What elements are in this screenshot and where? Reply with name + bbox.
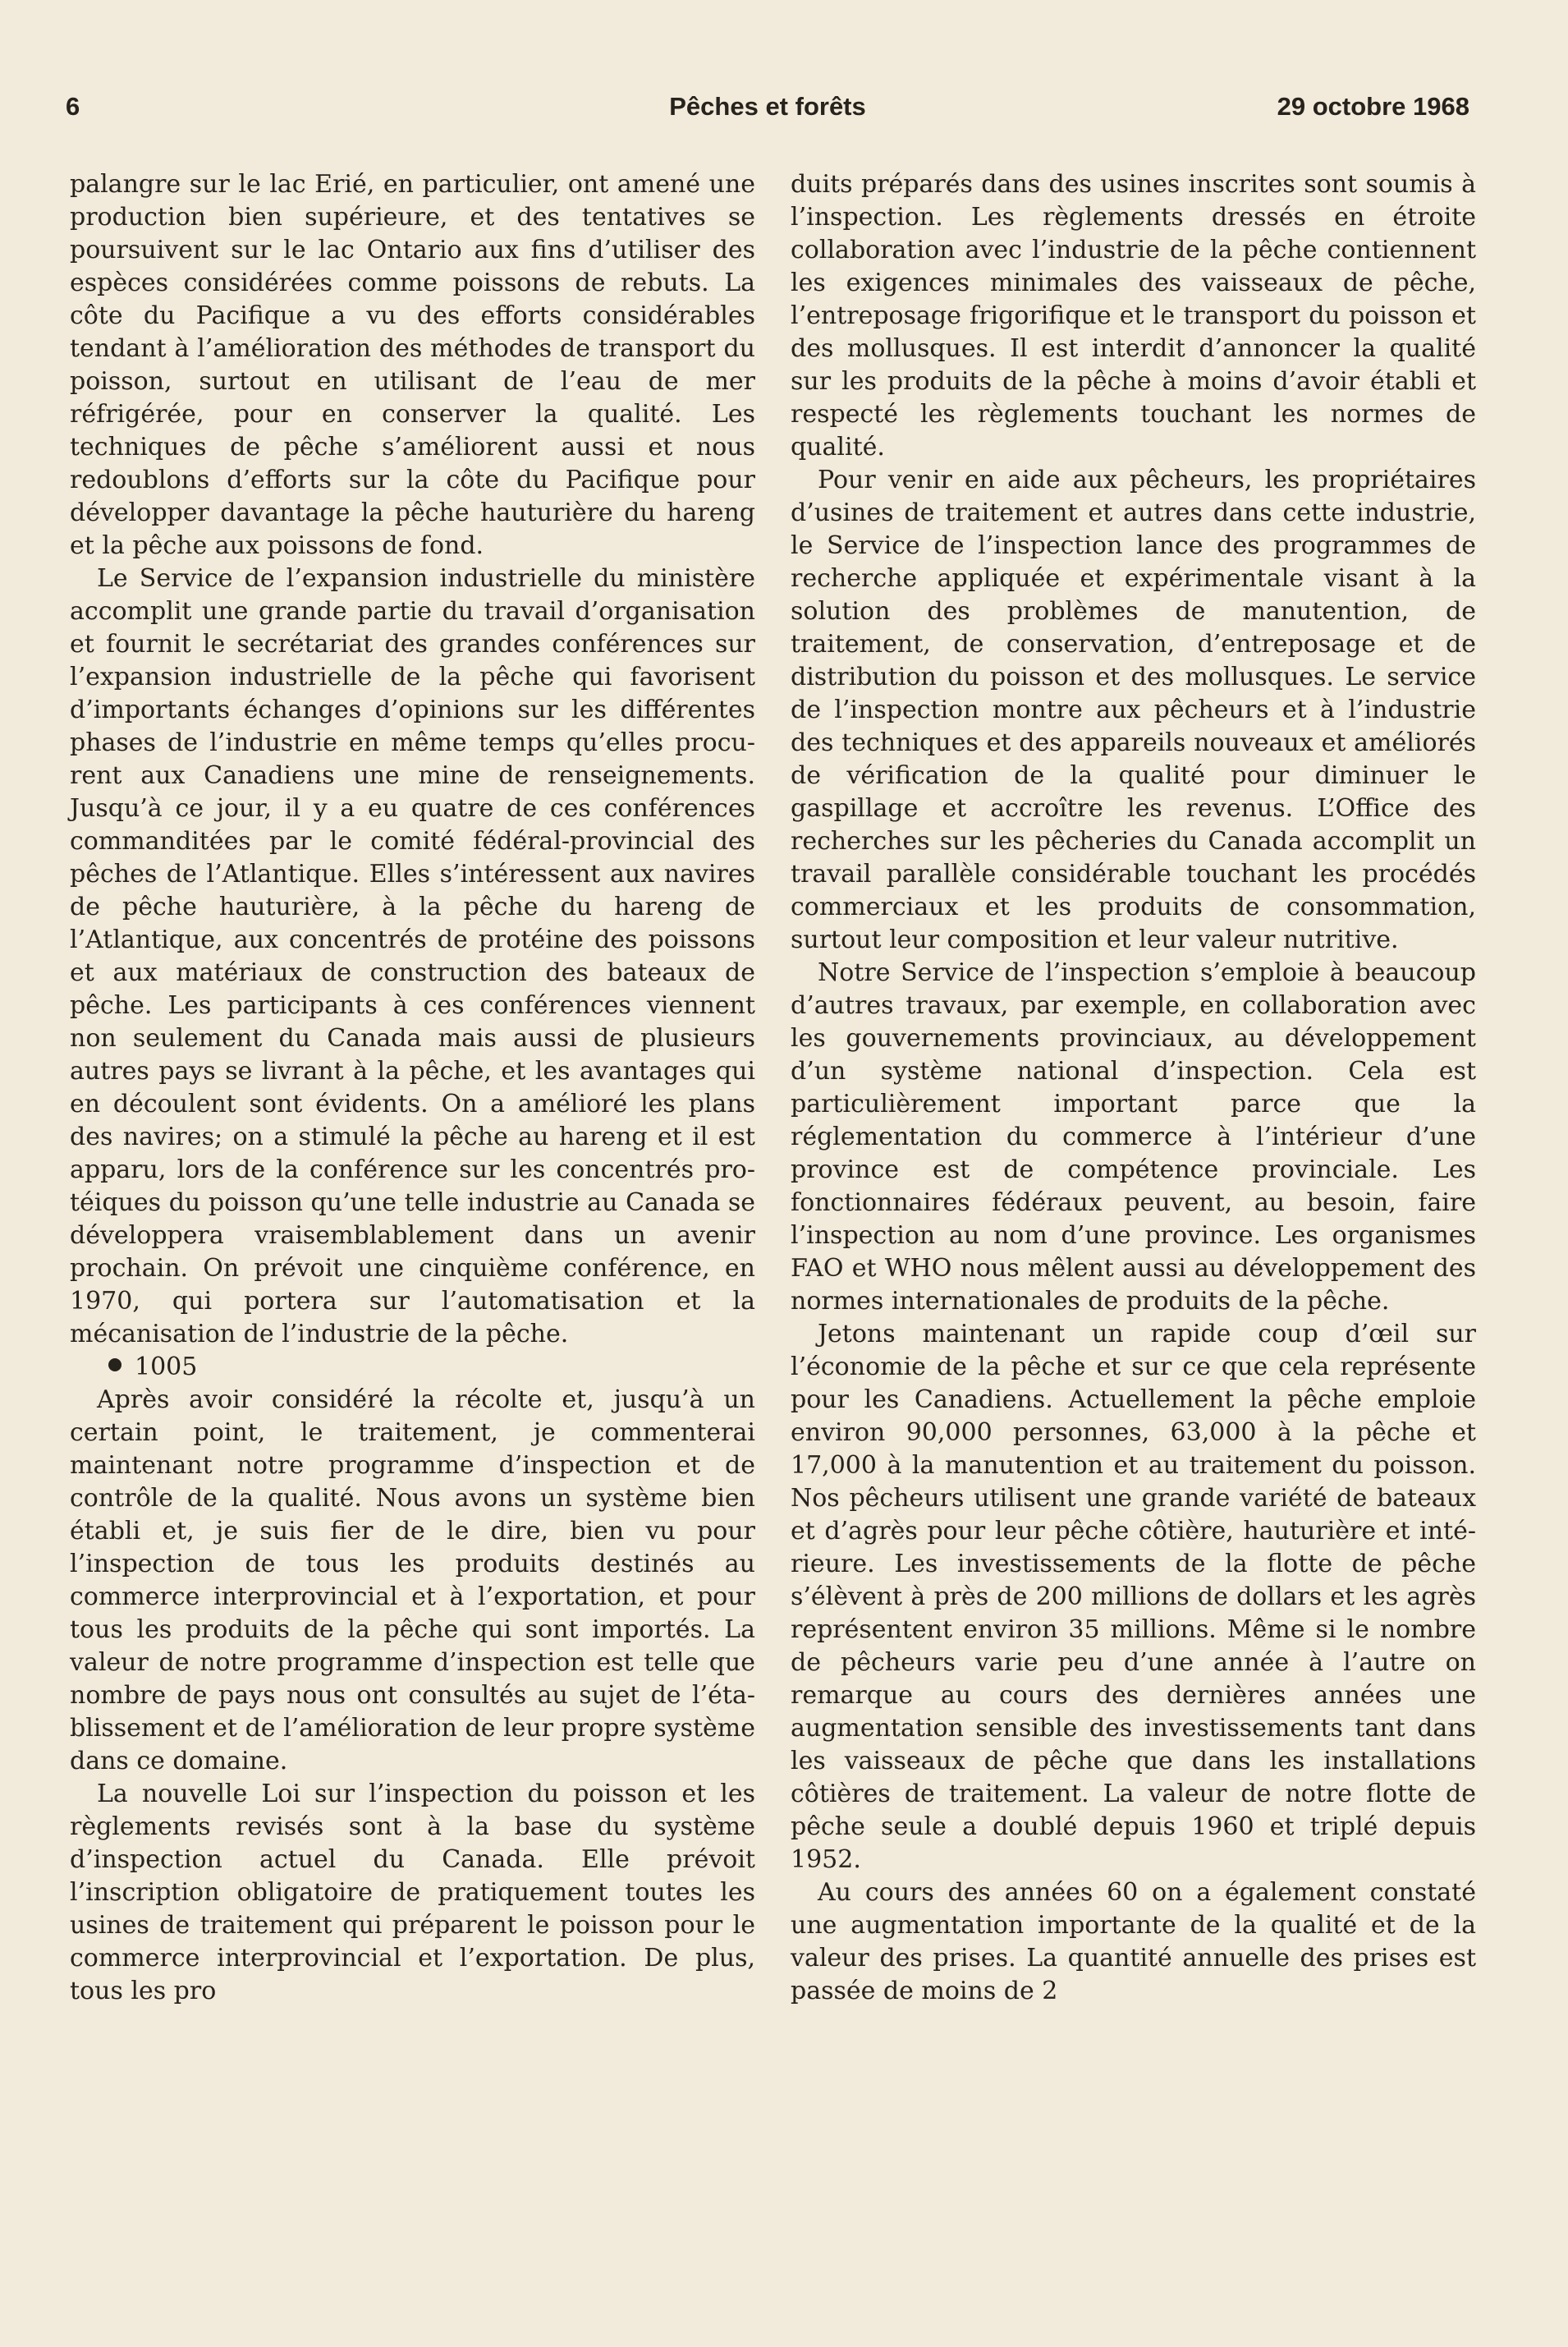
section-marker — [70, 1351, 755, 1384]
paragraph: Pour venir en aide aux pêcheurs, les propriétaires d’usines de traitement et autres dans cette industrie, le Service de l’inspection lance des programmes de recherche appliquée et expérimentale visant à la solution des problèmes de manutention, de traitement, de conservation, d’entreposage et de distribution du poisson et des mollusques. Le service de l’inspection montre aux pêcheurs et à l’industrie des techniques et des appareils nouveaux et améliorés de vérification de la qualité pour diminuer le gaspillage et accroître les revenus. L’Office des recherches sur les pêcheries du Canada accomplit un travail parallèle considérable touchant les procédés commerciaux et les produits de consommation, surtout leur composition et leur valeur nutritive. — [791, 466, 1476, 954]
paragraph: Jetons maintenant un rapide coup d’œil sur l’économie de la pêche et sur ce que cela représente pour les Canadiens. Actuellement la pêche emploie environ 90,000 personnes, 63,000 à la pêche et 17,000 à la manutention et au traitement du poisson. Nos pêcheurs utilisent une grande variété de bateaux et d’agrès pour leur pêche côtière, hauturière et intérieure. Les investissements de la flotte de pêche s’élèvent à près de 200 millions de dollars et les agrès représentent environ 35 millions. Même si le nombre de pêcheurs varie peu d’une année à l’autre on remarque au cours des dernières années une augmentation sensible des investissements tant dans les vaisseaux de pêche que dans les installations côtières de traitement. La valeur de notre flotte de pêche seule a doublé depuis 1960 et triplé depuis 1952. — [791, 1320, 1476, 1874]
page-number: 6 — [66, 92, 80, 121]
paragraph: Au cours des années 60 on a également constaté une augmentation importante de la qualité et de la valeur des prises. La quantité annuelle des prises est passée de moins de 2 — [791, 1878, 1476, 2005]
paragraph: La nouvelle Loi sur l’inspection du poisson et les règlements revisés sont à la base du système d’inspection actuel du Canada. Elle prévoit l’inscription obligatoire de pratiquement toutes les usines de traitement qui préparent le poisson pour le commerce interprovincial et l’exportation. De plus, tous les pro — [70, 1780, 755, 2005]
left-column — [70, 168, 755, 2008]
paragraph: Après avoir considéré la récolte et, jusqu’à un certain point, le traitement, je commenterai maintenant notre programme d’inspection et de contrôle de la qualité. Nous avons un système bien établi et, je suis fier de le dire, bien vu pour l’inspection de tous les produits destinés au commerce interprovincial et à l’exportation, et pour tous les produits de la pêche qui sont importés. La valeur de notre programme d’inspection est telle que nombre de pays nous ont consultés au sujet de l’établissement et de l’amélioration de leur propre système dans ce domaine. — [70, 1385, 755, 1775]
issue-date: 29 octobre 1968 — [1277, 92, 1469, 121]
paragraph: Notre Service de l’inspection s’emploie à beaucoup d’autres travaux, par exemple, en collaboration avec les gouvernements provinciaux, au développement d’un système national d’inspection. Cela est particulièrement important parce que la réglementation du commerce à l’intérieur d’une province est de compétence provinciale. Les fonctionnaires fédéraux peuvent, au besoin, faire l’inspection au nom d’une province. Les organismes FAO et WHO nous mêlent aussi au développement des normes internationales de produits de la pêche. — [791, 958, 1476, 1316]
bullet-icon — [108, 1358, 121, 1371]
page-header — [66, 92, 1469, 133]
paragraph: palangre sur le lac Erié, en particulier, ont amené une production bien supérieure, et des tentatives se poursuivent sur le lac Ontario aux fins d’utiliser des espèces considérées comme poissons de rebuts. La côte du Pacifique a vu des efforts considérables tendant à l’amélioration des méthodes de transport du poisson, surtout en utilisant de l’eau de mer réfrigérée, pour en conserver la qualité. Les techniques de pêche s’améliorent aussi et nous redoublons d’efforts sur la côte du Pacifique pour développer davantage la pêche hauturière du hareng et la pêche aux poissons de fond. — [70, 170, 755, 560]
running-title: Pêches et forêts — [669, 92, 866, 121]
right-column — [791, 168, 1476, 2008]
paragraph: Le Service de l’expansion industrielle du ministère accomplit une grande partie du travail d’organisation et fournit le secrétariat des grandes conférences sur l’expansion industrielle de la pêche qui favorisent d’importants échanges d’opinions sur les différentes phases de l’industrie en même temps qu’elles procurent aux Canadiens une mine de renseignements. Jusqu’à ce jour, il y a eu quatre de ces conférences commanditées par le comité fédéral-provincial des pêches de l’Atlantique. Elles s’intéressent aux navires de pêche hauturière, à la pêche du hareng de l’Atlantique, aux concentrés de protéine des poissons et aux matériaux de construction des bateaux de pêche. Les participants à ces conférences viennent non seulement du Canada mais aussi de plusieurs autres pays se livrant à la pêche, et les avantages qui en découlent sont évidents. On a amélioré les plans des navires; on a stimulé la pêche au hareng et il est apparu, lors de la conférence sur les concentrés protéiques du poisson qu’une telle industrie au Canada se développera vraisemblablement dans un avenir prochain. On prévoit une cinquième conférence, en 1970, qui portera sur l’automatisation et la mécanisation de l’industrie de la pêche. — [70, 564, 755, 1348]
paragraph: duits préparés dans des usines inscrites sont soumis à l’inspection. Les règlements dressés en étroite collaboration avec l’industrie de la pêche contiennent les exigences minimales des vaisseaux de pêche, l’entreposage frigorifique et le transport du poisson et des mollusques. Il est interdit d’annoncer la qualité sur les produits de la pêche à moins d’avoir établi et respecté les règlements touchant les normes de qualité. — [791, 170, 1476, 462]
marker-number: 1005 — [135, 1353, 198, 1381]
